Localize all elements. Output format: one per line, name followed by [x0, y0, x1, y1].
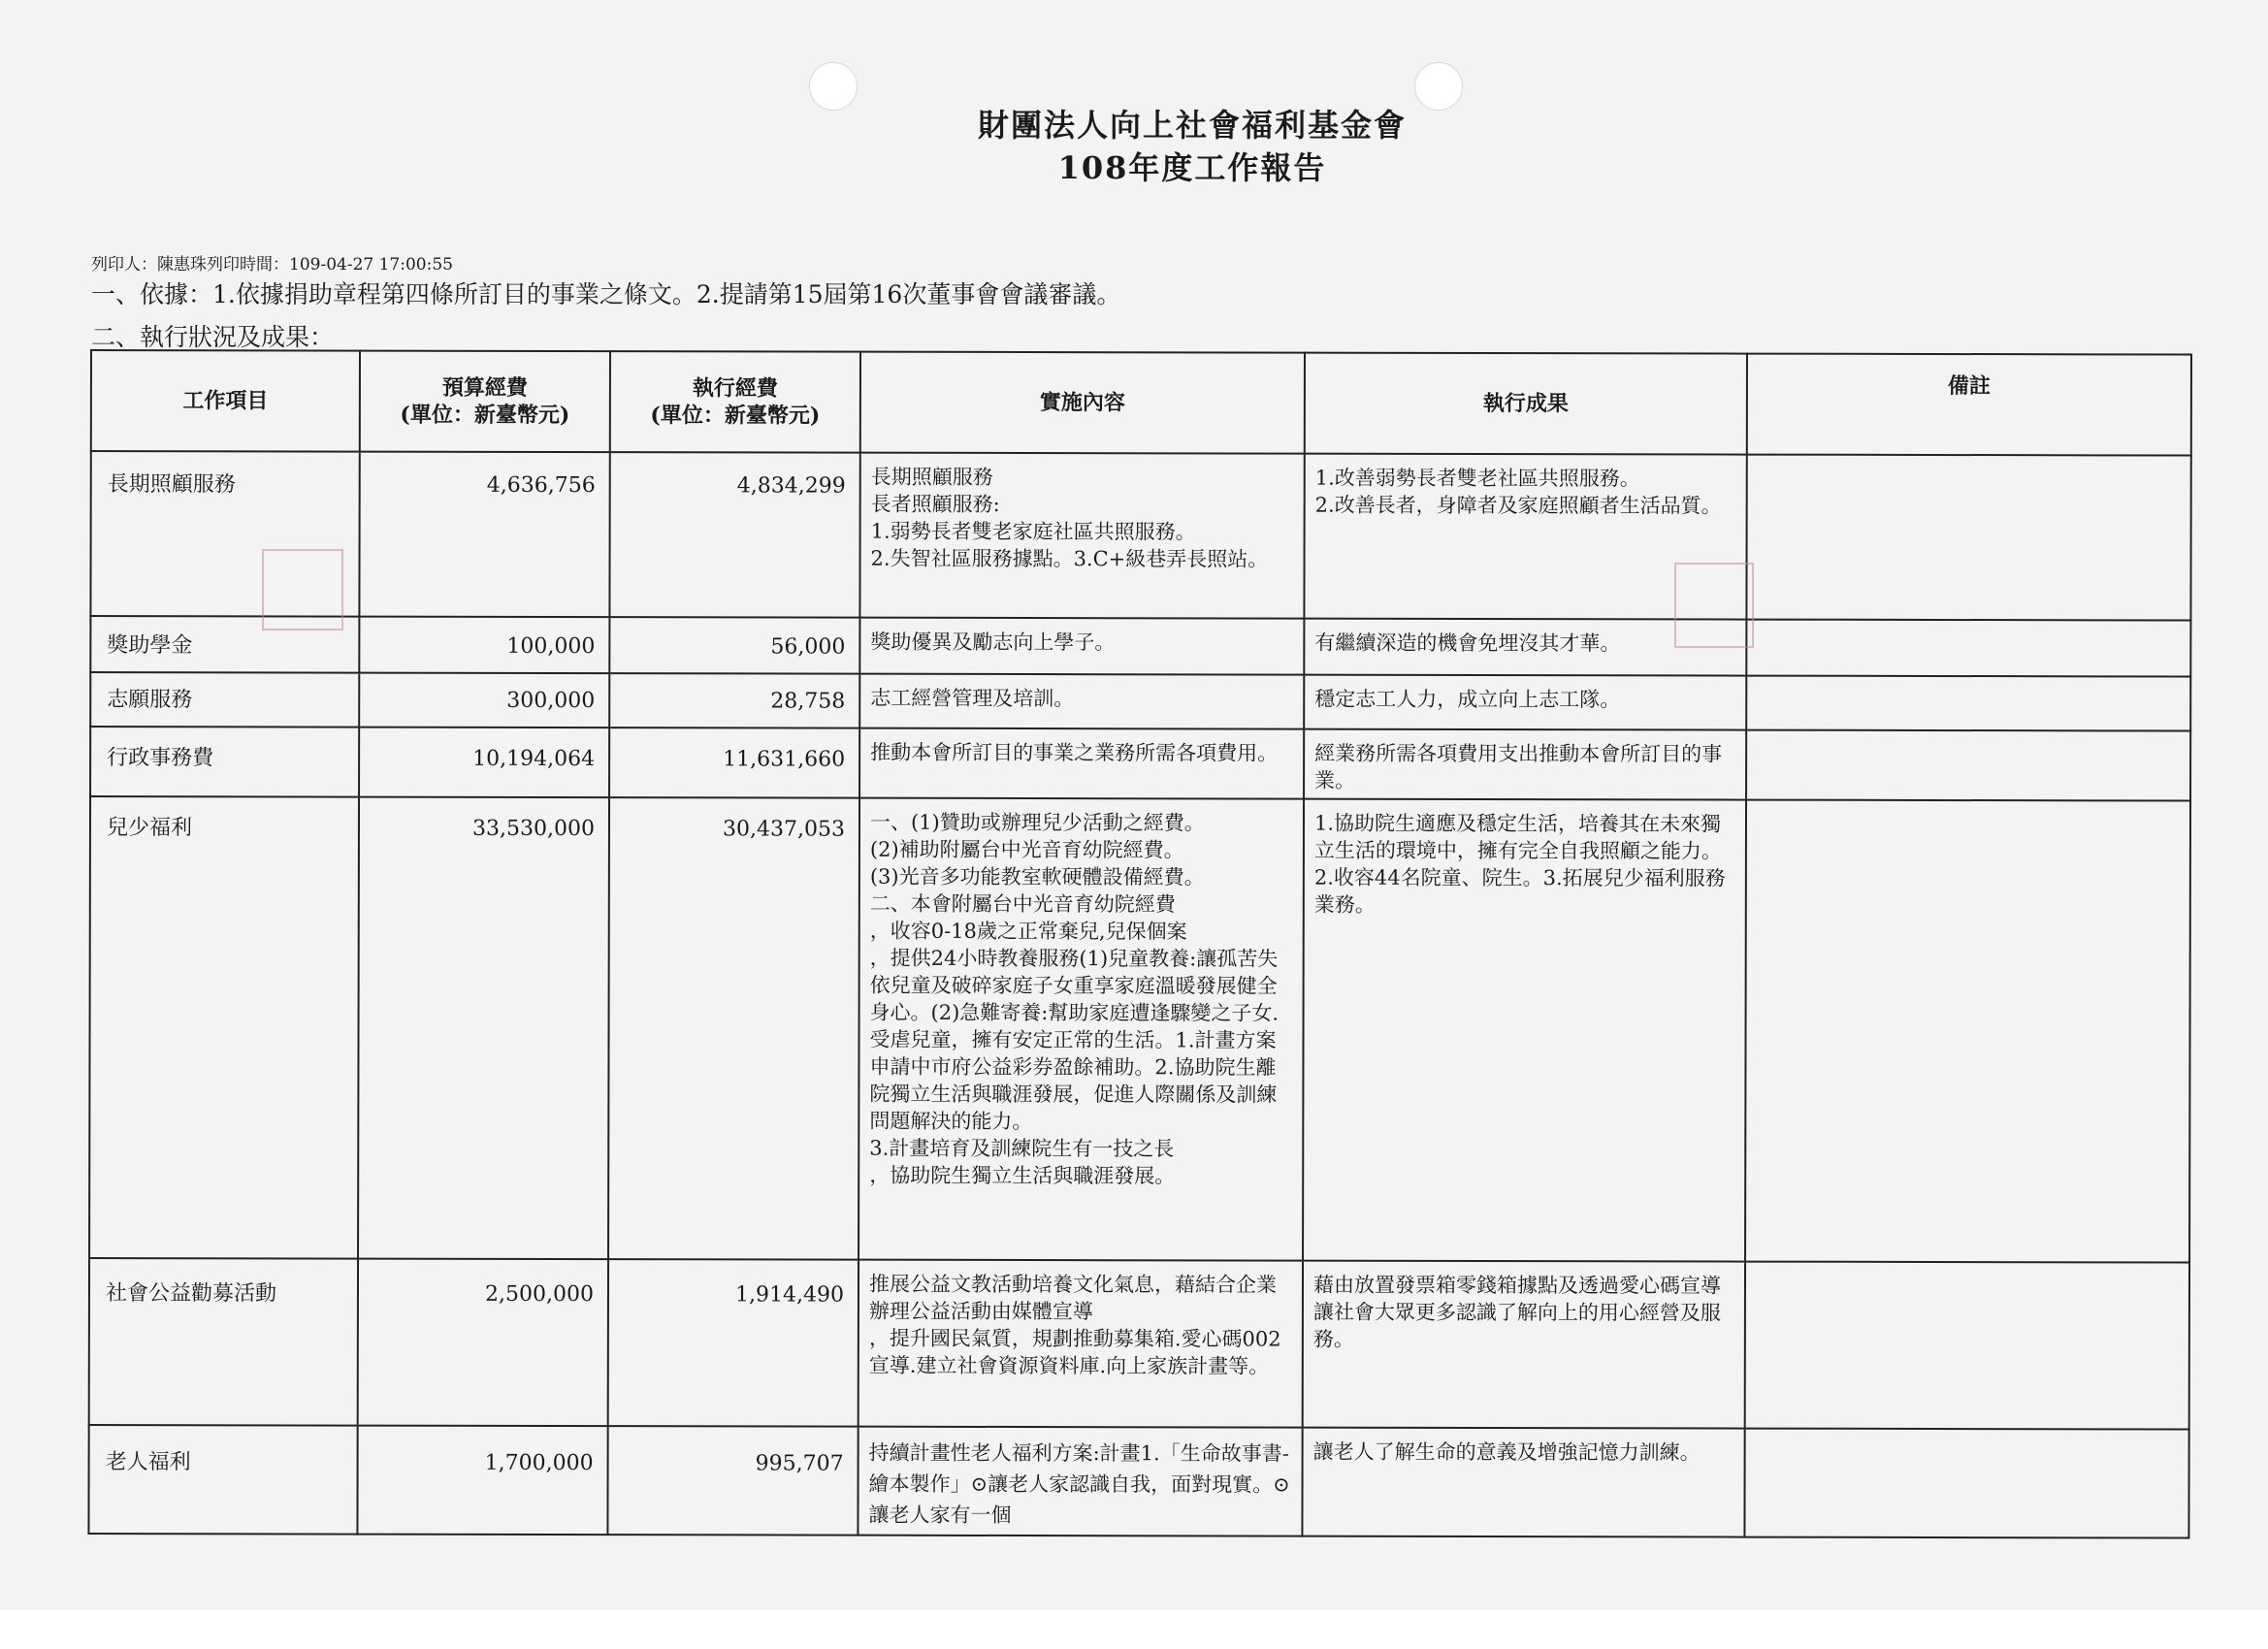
row-note: [1745, 1262, 2189, 1430]
table-row: [90, 451, 2190, 621]
table-row: [90, 616, 2190, 677]
row-note: [1746, 455, 2190, 621]
row-result: 有繼續深造的機會免埋沒其才華。: [1304, 619, 1746, 676]
row-note: [1745, 800, 2190, 1263]
document-subtitle: 108年度工作報告: [1057, 149, 1327, 186]
row-item: 老人福利: [88, 1425, 357, 1535]
row-note: [1746, 620, 2190, 677]
row-content: 一、(1)贊助或辦理兒少活動之經費。 (2)補助附屬台中光音育幼院經費。 (3)光音多功能教室軟硬體設備經費。 二、本會附屬台中光音育幼院經費 ，收容0-18歲之正常棄兒,兒保個案 ，提供24小時教養服務(1)兒童教養:讓孤苦失依兒童及破碎家庭子女重享家庭溫暖發展健全身心。(2)急難寄養:幫助家庭遭逢驟變之子女.受虐兒童，擁有安定正常的生活。1.計畫方案申請中市府公益彩券盈餘補助。2.協助院生離院獨立生活與職涯發展，促進人際關係及訓練問題解決的能力。 3.計畫培育及訓練院生有一技之長 ，協助院生獨立生活與職涯發展。: [859, 798, 1304, 1261]
row-item: 行政事務費: [90, 727, 359, 797]
print-info: 列印人：陳惠珠列印時間：109-04-27 17:00:55: [91, 255, 453, 275]
header-content: 實施內容: [860, 352, 1305, 454]
row-content: 長期照顧服務 長者照顧服務: 1.弱勢長者雙老家庭社區共照服務。 2.失智社區服務據點。3.C+級巷弄長照站。: [859, 453, 1304, 619]
row-budget: 2,500,000: [358, 1259, 608, 1427]
row-executed: 4,834,299: [609, 452, 859, 618]
row-executed: 1,914,490: [608, 1259, 859, 1427]
row-item: 志願服務: [90, 672, 359, 728]
row-note: [1746, 676, 2190, 731]
work-report-table: [87, 349, 2192, 1539]
row-result: 1.改善弱勢長者雙老社區共照服務。 2.改善長者，身障者及家庭照顧者生活品質。: [1304, 454, 1746, 620]
section-heading: 二、執行狀況及成果：: [91, 323, 335, 351]
row-content: 推展公益文教活動培養文化氣息，藉結合企業辦理公益活動由媒體宣導 ，提升國民氣質，規劃推動募集箱.愛心碼002宣導.建立社會資源資料庫.向上家族計畫等。: [859, 1260, 1303, 1428]
row-budget: 10,194,064: [359, 728, 609, 798]
row-result: 穩定志工人力，成立向上志工隊。: [1304, 675, 1746, 730]
header-result: 執行成果: [1305, 353, 1747, 455]
row-result: 讓老人了解生命的意義及增強記憶力訓練。: [1302, 1428, 1744, 1537]
row-content: 持續計畫性老人福利方案:計畫1.「生命故事書-繪本製作」⊙讓老人家認識自我，面對現實。⊙讓老人家有一個: [858, 1427, 1302, 1536]
table-row: [89, 1258, 2189, 1430]
row-note: [1744, 1429, 2188, 1538]
table-row: [89, 796, 2190, 1263]
row-result: 1.協助院生適應及穩定生活，培養其在未來獨立生活的環境中，擁有完全自我照顧之能力。2.收容44名院童、院生。3.拓展兒少福利服務業務。: [1303, 799, 1746, 1262]
row-budget: 33,530,000: [358, 797, 609, 1260]
row-executed: 28,758: [609, 673, 859, 728]
header-note: 備註: [1747, 354, 2191, 456]
row-content: 志工經營管理及培訓。: [859, 674, 1304, 729]
row-budget: 4,636,756: [359, 452, 609, 618]
seal-stamp-left: [262, 549, 343, 630]
row-item: 獎助學金: [90, 616, 359, 673]
row-executed: 30,437,053: [608, 797, 859, 1260]
row-executed: 56,000: [609, 617, 859, 674]
row-note: [1746, 730, 2190, 801]
work-report-table-container: [87, 349, 2190, 1554]
row-item: 兒少福利: [89, 796, 359, 1259]
row-executed: 11,631,660: [609, 728, 859, 798]
row-item: 社會公益勸募活動: [89, 1258, 358, 1426]
row-result: 經業務所需各項費用支出推動本會所訂目的事業。: [1304, 729, 1746, 800]
header-executed: 執行經費 (單位：新臺幣元): [610, 351, 860, 453]
row-content: 獎助優異及勵志向上學子。: [859, 618, 1304, 675]
row-budget: 1,700,000: [357, 1426, 607, 1536]
table-row: [90, 727, 2190, 801]
row-item: 長期照顧服務: [90, 451, 359, 617]
scan-margin: [0, 1610, 2268, 1649]
header-budget: 預算經費 (單位：新臺幣元): [360, 351, 610, 453]
basis-line: 一、依據：1.依據捐助章程第四條所訂目的事業之條文。2.提請第15屆第16次董事會會議審議。: [91, 280, 1121, 308]
table-header-row: [91, 350, 2191, 456]
row-result: 藉由放置發票箱零錢箱據點及透過愛心碼宣導讓社會大眾更多認識了解向上的用心經營及服務。: [1303, 1261, 1745, 1429]
row-executed: 995,707: [607, 1426, 858, 1536]
table-row: [90, 672, 2190, 731]
seal-stamp-right: [1674, 563, 1754, 648]
header-item: 工作項目: [91, 350, 360, 452]
document-title: 財團法人向上社會福利基金會: [977, 107, 1407, 144]
table-row: [88, 1425, 2188, 1538]
row-content: 推動本會所訂目的事業之業務所需各項費用。: [859, 728, 1304, 799]
row-budget: 100,000: [359, 617, 609, 674]
row-budget: 300,000: [359, 673, 609, 728]
